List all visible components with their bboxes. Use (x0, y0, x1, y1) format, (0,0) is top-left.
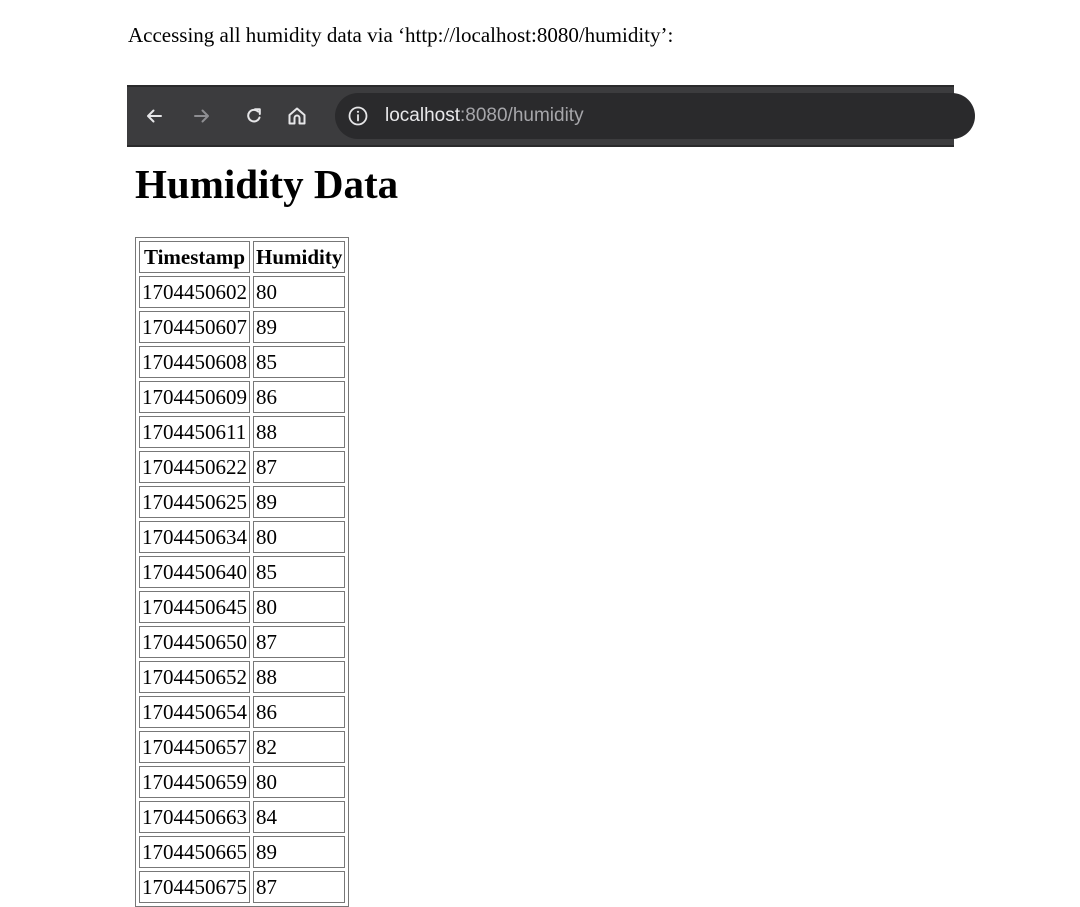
page-title: Humidity Data (135, 161, 399, 207)
table-row (139, 836, 345, 868)
browser-toolbar (127, 85, 954, 147)
humidity-cell: 88 (253, 416, 345, 448)
timestamp-cell: 1704450634 (139, 521, 250, 553)
column-header-humidity: Humidity (253, 241, 345, 273)
humidity-cell: 89 (253, 311, 345, 343)
table-header-row (139, 241, 345, 273)
table-row (139, 311, 345, 343)
humidity-cell: 86 (253, 696, 345, 728)
table-row (139, 381, 345, 413)
timestamp-cell: 1704450657 (139, 731, 250, 763)
table-row (139, 591, 345, 623)
table-row (139, 451, 345, 483)
humidity-cell: 80 (253, 276, 345, 308)
humidity-cell: 88 (253, 661, 345, 693)
table-body (139, 276, 345, 903)
forward-button[interactable] (187, 87, 217, 145)
home-button[interactable] (282, 87, 312, 145)
humidity-cell: 86 (253, 381, 345, 413)
table-row (139, 696, 345, 728)
timestamp-cell: 1704450622 (139, 451, 250, 483)
table-row (139, 731, 345, 763)
info-icon[interactable] (347, 105, 369, 127)
timestamp-cell: 1704450602 (139, 276, 250, 308)
timestamp-cell: 1704450659 (139, 766, 250, 798)
table-row (139, 416, 345, 448)
address-bar[interactable] (335, 93, 975, 139)
humidity-table (135, 237, 349, 907)
url-text[interactable] (385, 93, 584, 139)
humidity-cell: 85 (253, 346, 345, 378)
table-viewport (135, 237, 349, 899)
humidity-cell: 89 (253, 486, 345, 518)
humidity-cell: 87 (253, 451, 345, 483)
timestamp-cell: 1704450675 (139, 871, 250, 903)
table-row (139, 626, 345, 658)
table-row (139, 276, 345, 308)
table-row (139, 801, 345, 833)
humidity-cell: 87 (253, 871, 345, 903)
timestamp-cell: 1704450607 (139, 311, 250, 343)
timestamp-cell: 1704450611 (139, 416, 250, 448)
humidity-cell: 80 (253, 591, 345, 623)
table-row (139, 661, 345, 693)
back-button[interactable] (139, 87, 169, 145)
timestamp-cell: 1704450609 (139, 381, 250, 413)
humidity-cell: 87 (253, 626, 345, 658)
table-row (139, 346, 345, 378)
url-host: localhost (385, 105, 460, 126)
table-row (139, 521, 345, 553)
timestamp-cell: 1704450608 (139, 346, 250, 378)
humidity-cell: 80 (253, 766, 345, 798)
humidity-cell: 80 (253, 521, 345, 553)
reload-icon (244, 106, 264, 126)
caption-text: Accessing all humidity data via ‘http://localhost:8080/humidity’: (128, 23, 674, 47)
humidity-cell: 89 (253, 836, 345, 868)
timestamp-cell: 1704450663 (139, 801, 250, 833)
timestamp-cell: 1704450654 (139, 696, 250, 728)
timestamp-cell: 1704450625 (139, 486, 250, 518)
humidity-cell: 85 (253, 556, 345, 588)
back-arrow-icon (144, 106, 164, 126)
forward-arrow-icon (192, 106, 212, 126)
table-row (139, 486, 345, 518)
timestamp-cell: 1704450665 (139, 836, 250, 868)
home-icon (286, 105, 308, 127)
humidity-cell: 82 (253, 731, 345, 763)
table-row (139, 556, 345, 588)
timestamp-cell: 1704450650 (139, 626, 250, 658)
timestamp-cell: 1704450640 (139, 556, 250, 588)
humidity-cell: 84 (253, 801, 345, 833)
url-path: :8080/humidity (460, 105, 584, 126)
timestamp-cell: 1704450645 (139, 591, 250, 623)
table-row (139, 871, 345, 903)
table-row (139, 766, 345, 798)
reload-button[interactable] (239, 87, 269, 145)
timestamp-cell: 1704450652 (139, 661, 250, 693)
column-header-timestamp: Timestamp (139, 241, 250, 273)
